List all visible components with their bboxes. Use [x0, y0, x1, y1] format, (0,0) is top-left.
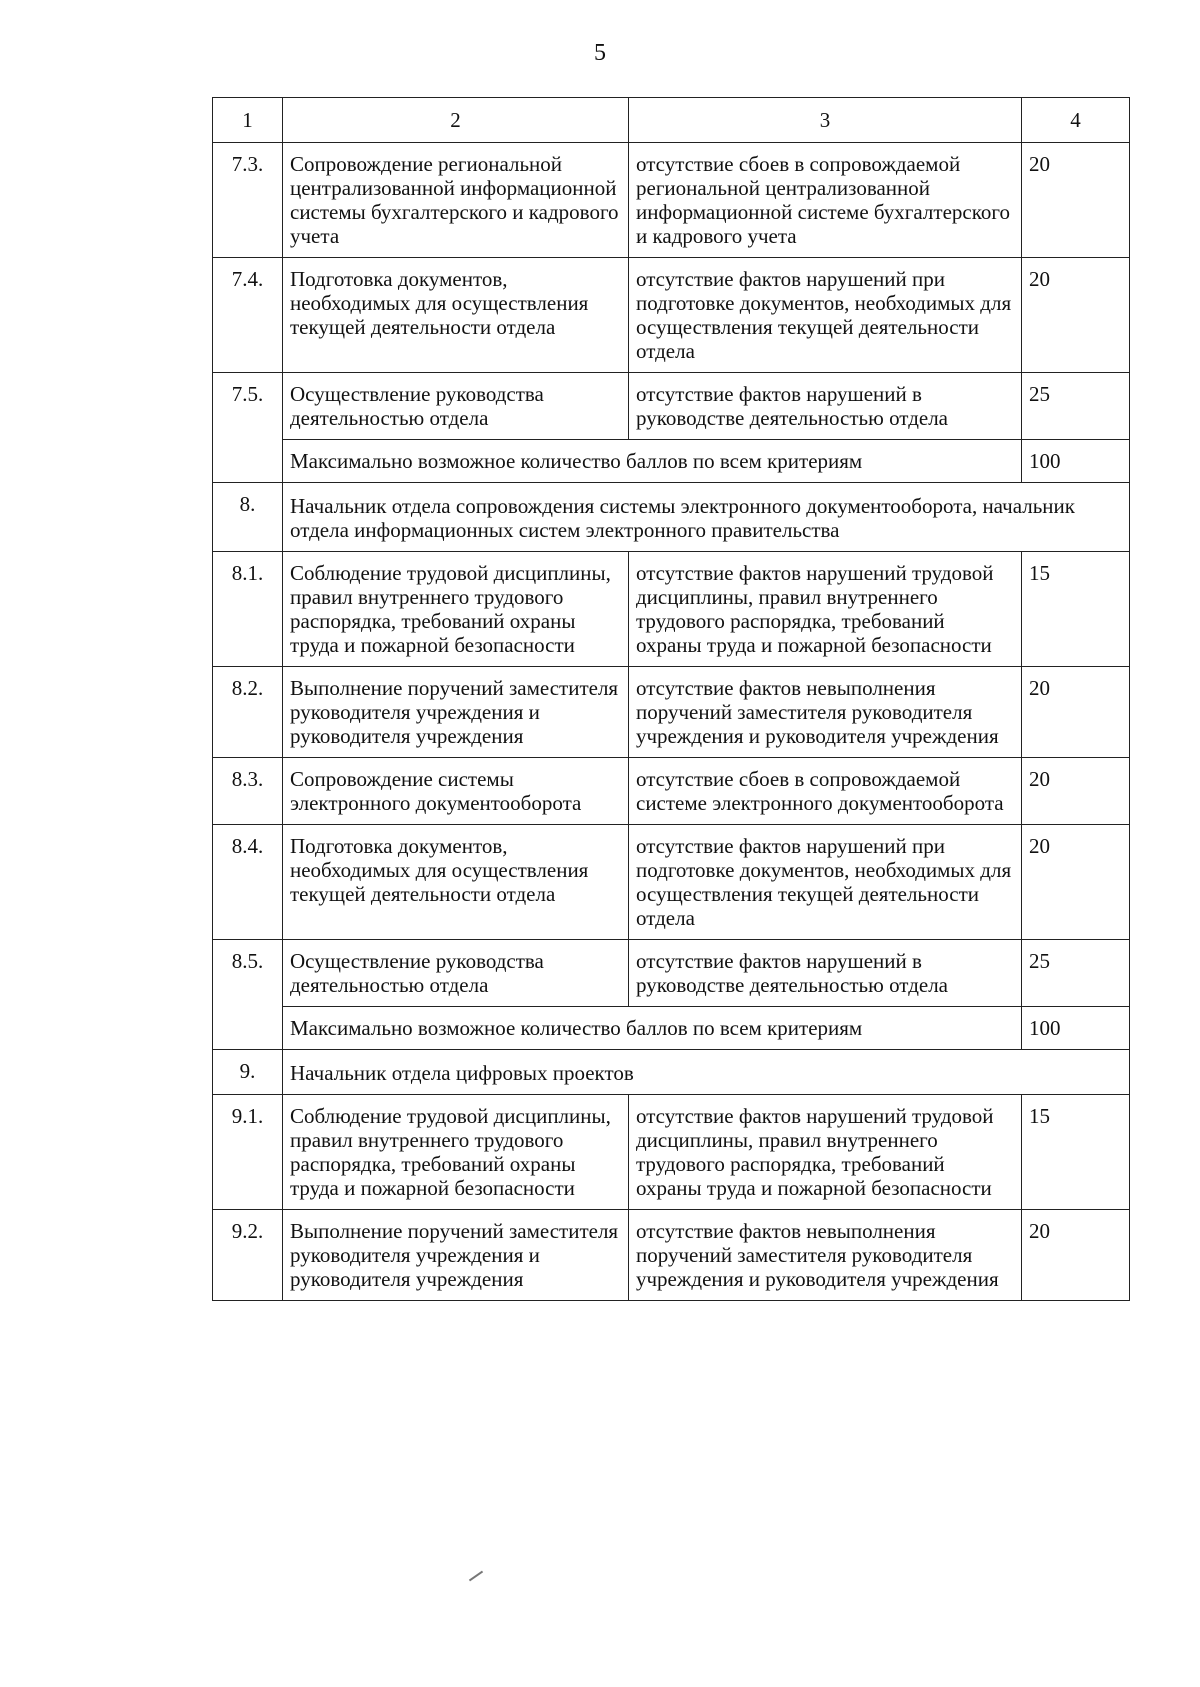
score-cell: 20 [1022, 143, 1130, 258]
indicator-cell: отсутствие фактов нарушений трудовой дисциплины, правил внутреннего трудового распорядка, требований охраны труда и пожарной безопасности [629, 552, 1022, 667]
table-row [213, 552, 1130, 667]
row-number: 8.3. [213, 758, 283, 825]
criterion-cell: Сопровождение системы электронного документооборота [283, 758, 629, 825]
score-cell: 20 [1022, 667, 1130, 758]
total-row [213, 1007, 1130, 1050]
score-cell: 15 [1022, 552, 1130, 667]
score-cell: 20 [1022, 1210, 1130, 1301]
total-label: Максимально возможное количество баллов по всем критериям [283, 440, 1022, 483]
total-row [213, 440, 1130, 483]
criterion-cell: Подготовка документов, необходимых для осуществления текущей деятельности отдела [283, 825, 629, 940]
section-row [213, 1050, 1130, 1095]
table-row [213, 940, 1130, 1007]
indicator-cell: отсутствие фактов невыполнения поручений заместителя руководителя учреждения и руководителя учреждения [629, 1210, 1022, 1301]
section-title: Начальник отдела цифровых проектов [283, 1050, 1130, 1095]
row-number: 9.2. [213, 1210, 283, 1301]
header-cell-3: 3 [629, 98, 1022, 143]
row-number: 8.4. [213, 825, 283, 940]
indicator-cell: отсутствие сбоев в сопровождаемой региональной централизованной информационной системе бухгалтерского и кадрового учета [629, 143, 1022, 258]
section-title: Начальник отдела сопровождения системы электронного документооборота, начальник отдела информационных систем электронного правительства [283, 483, 1130, 552]
table-row [213, 1210, 1130, 1301]
score-cell: 20 [1022, 258, 1130, 373]
row-number: 7.5. [213, 373, 283, 483]
header-cell-4: 4 [1022, 98, 1130, 143]
table-row [213, 758, 1130, 825]
indicator-cell: отсутствие фактов нарушений в руководстве деятельностью отдела [629, 373, 1022, 440]
score-cell: 15 [1022, 1095, 1130, 1210]
criterion-cell: Подготовка документов, необходимых для осуществления текущей деятельности отдела [283, 258, 629, 373]
pen-mark [469, 1571, 483, 1582]
indicator-cell: отсутствие фактов нарушений в руководстве деятельностью отдела [629, 940, 1022, 1007]
section-number: 9. [213, 1050, 283, 1095]
row-number: 8.1. [213, 552, 283, 667]
section-number: 8. [213, 483, 283, 552]
criteria-table [212, 97, 1130, 1301]
page-number: 5 [594, 40, 606, 66]
indicator-cell: отсутствие фактов нарушений при подготовке документов, необходимых для осуществления текущей деятельности отдела [629, 825, 1022, 940]
table-row [213, 373, 1130, 440]
indicator-cell: отсутствие сбоев в сопровождаемой системе электронного документооборота [629, 758, 1022, 825]
score-cell: 25 [1022, 373, 1130, 440]
table-row [213, 258, 1130, 373]
row-number: 9.1. [213, 1095, 283, 1210]
indicator-cell: отсутствие фактов нарушений трудовой дисциплины, правил внутреннего трудового распорядка, требований охраны труда и пожарной безопасности [629, 1095, 1022, 1210]
header-cell-1: 1 [213, 98, 283, 143]
total-label: Максимально возможное количество баллов по всем критериям [283, 1007, 1022, 1050]
row-number: 7.3. [213, 143, 283, 258]
indicator-cell: отсутствие фактов невыполнения поручений заместителя руководителя учреждения и руководителя учреждения [629, 667, 1022, 758]
table-row [213, 143, 1130, 258]
criterion-cell: Сопровождение региональной централизованной информационной системы бухгалтерского и кадрового учета [283, 143, 629, 258]
row-number: 7.4. [213, 258, 283, 373]
criterion-cell: Соблюдение трудовой дисциплины, правил внутреннего трудового распорядка, требований охраны труда и пожарной безопасности [283, 552, 629, 667]
criterion-cell: Выполнение поручений заместителя руководителя учреждения и руководителя учреждения [283, 667, 629, 758]
table-header-row [213, 98, 1130, 143]
table-row [213, 825, 1130, 940]
score-cell: 25 [1022, 940, 1130, 1007]
table-row [213, 1095, 1130, 1210]
row-number: 8.5. [213, 940, 283, 1050]
total-score: 100 [1022, 1007, 1130, 1050]
table-row [213, 667, 1130, 758]
total-score: 100 [1022, 440, 1130, 483]
header-cell-2: 2 [283, 98, 629, 143]
row-number: 8.2. [213, 667, 283, 758]
score-cell: 20 [1022, 758, 1130, 825]
section-row [213, 483, 1130, 552]
criterion-cell: Соблюдение трудовой дисциплины, правил внутреннего трудового распорядка, требований охраны труда и пожарной безопасности [283, 1095, 629, 1210]
criteria-table-body [213, 98, 1130, 1301]
indicator-cell: отсутствие фактов нарушений при подготовке документов, необходимых для осуществления текущей деятельности отдела [629, 258, 1022, 373]
criterion-cell: Осуществление руководства деятельностью отдела [283, 940, 629, 1007]
score-cell: 20 [1022, 825, 1130, 940]
criterion-cell: Выполнение поручений заместителя руководителя учреждения и руководителя учреждения [283, 1210, 629, 1301]
criterion-cell: Осуществление руководства деятельностью отдела [283, 373, 629, 440]
